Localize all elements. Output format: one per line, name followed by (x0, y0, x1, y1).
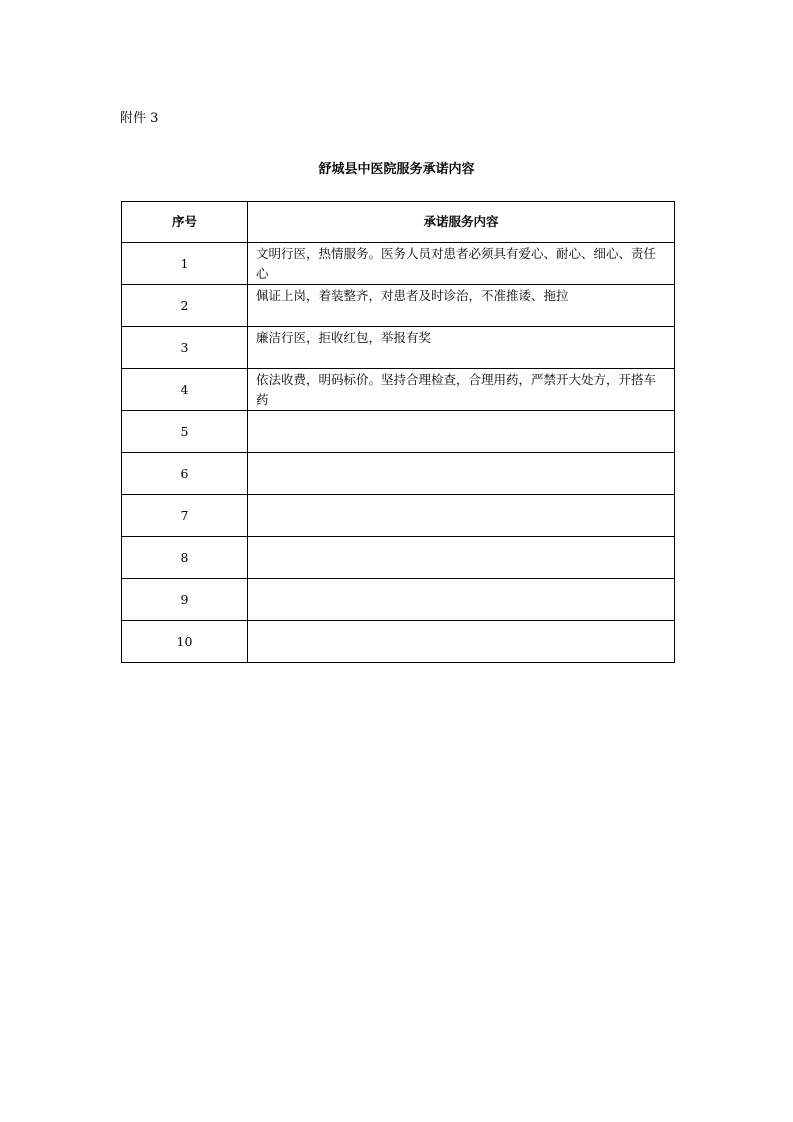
row-number: 6 (122, 453, 248, 495)
commitment-table (121, 201, 675, 663)
row-number: 9 (122, 579, 248, 621)
row-number: 3 (122, 327, 248, 369)
table-row (122, 495, 675, 537)
header-serial-number: 序号 (122, 202, 248, 243)
row-content (248, 453, 675, 495)
document-title: 舒城县中医院服务承诺内容 (318, 162, 475, 177)
row-content (248, 579, 675, 621)
row-content: 廉洁行医，拒收红包，举报有奖 (248, 327, 675, 369)
table-row (122, 285, 675, 327)
table-header-row (122, 202, 675, 243)
table-row (122, 411, 675, 453)
row-content (248, 411, 675, 453)
table-row (122, 621, 675, 663)
table-row (122, 453, 675, 495)
row-number: 4 (122, 369, 248, 411)
table-row (122, 327, 675, 369)
header-commitment-content: 承诺服务内容 (248, 202, 675, 243)
row-number: 1 (122, 243, 248, 285)
row-number: 8 (122, 537, 248, 579)
row-content (248, 537, 675, 579)
row-content (248, 495, 675, 537)
row-number: 5 (122, 411, 248, 453)
table-row (122, 537, 675, 579)
row-number: 10 (122, 621, 248, 663)
row-content: 佩证上岗，着装整齐，对患者及时诊治，不准推诿、拖拉 (248, 285, 675, 327)
table-row (122, 243, 675, 285)
table-row (122, 369, 675, 411)
row-number: 2 (122, 285, 248, 327)
attachment-label: 附件 3 (120, 111, 159, 126)
table-row (122, 579, 675, 621)
row-content (248, 621, 675, 663)
row-number: 7 (122, 495, 248, 537)
row-content: 文明行医，热情服务。医务人员对患者必须具有爱心、耐心、细心、责任心 (248, 243, 675, 285)
row-content: 依法收费，明码标价。坚持合理检查，合理用药，严禁开大处方，开搭车药 (248, 369, 675, 411)
